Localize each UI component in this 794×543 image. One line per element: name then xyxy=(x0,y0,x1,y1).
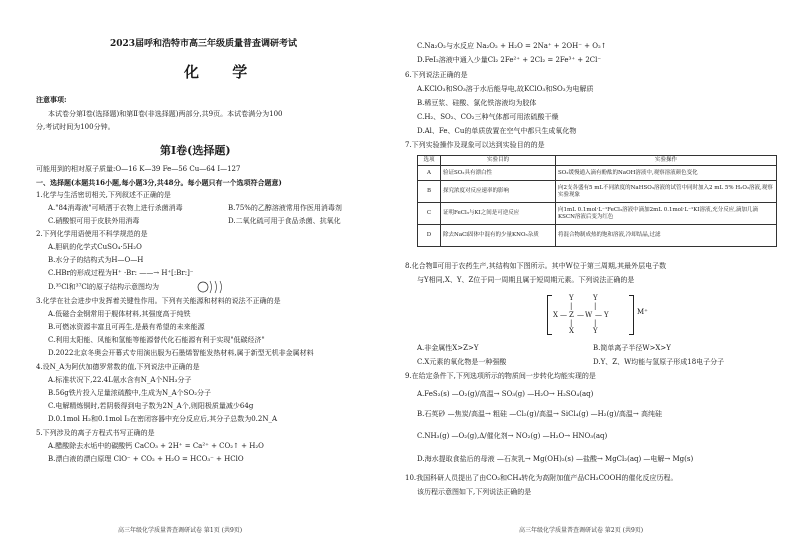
struct-bond-h2: — xyxy=(577,311,584,319)
right-bracket xyxy=(629,295,634,335)
q1-stem: 1.化学与生活密切相关,下列叙述不正确的是 xyxy=(36,191,171,199)
q6-stem: 6.下列说法正确的是 xyxy=(405,71,468,79)
section-1-instruction: 一、选择题(本题共16小题,每小题3分,共48分。每小题只有一个选项符合题意) xyxy=(36,178,282,187)
notice-line-2: 分,考试时间为100分钟。 xyxy=(36,123,115,131)
q3-option-c: C.利用太阳能、风能和氢能等能源替代化石能源有利于实现"低碳经济" xyxy=(48,336,265,344)
q5-option-b: B.漂白液的漂白原理 ClO⁻ + CO₂ + H₂O = HCO₃⁻ + HClO xyxy=(48,455,244,463)
q4-option-d: D.0.1mol H₂和0.1mol I₂在密闭容器中充分反应后,其分子总数为0.2N_A xyxy=(48,415,278,423)
exam-title: 2023届呼和浩特市高三年级质量普查调研考试 xyxy=(110,39,298,49)
struct-bond-v4: | xyxy=(594,319,597,327)
struct-z: Z xyxy=(569,311,574,319)
q4-option-c: C.电解精炼铜时,若阴极得到电子数为2N_A个,则阳极质量减少64g xyxy=(48,402,254,410)
q9-option-b: B.石英砂 —焦炭/高温→ 粗硅 —Cl₂(g)/高温→ SiCl₄(g) —H₂(g)/高温→ 高纯硅 xyxy=(417,410,662,418)
q8-option-d: D.Y、Z、W均能与氢原子形成18电子分子 xyxy=(593,358,725,366)
q3-option-a: A.低磁合金钢常用于舰体材料,其强度高于纯铁 xyxy=(48,310,191,318)
struct-x-left: X xyxy=(553,311,558,319)
q8-option-a: A.非金属性X>Z>Y xyxy=(417,344,479,352)
q9-option-a: A.FeS₂(s) —O₂(g)/高温→ SO₃(g) —H₂O→ H₂SO₄(aq) xyxy=(417,390,594,398)
q6-option-b: B.稀豆浆、硅酸、氯化铁溶液均为胶体 xyxy=(417,99,537,107)
table-row xyxy=(418,181,777,203)
table-header-row xyxy=(418,156,777,166)
struct-bond-h3: — xyxy=(595,311,602,319)
table-cell: 将混合物制成热的饱和溶液,冷却结晶,过滤 xyxy=(556,225,777,247)
q4-option-a: A.标准状况下,22.4L氨水含有N_A个NH₃分子 xyxy=(48,376,192,384)
table-header-cell: 实验操作 xyxy=(556,156,777,166)
q8-option-b: B.简单离子半径W>X>Y xyxy=(593,344,671,352)
q8-structure-diagram xyxy=(547,292,647,336)
atomic-masses: 可能用到的相对原子质量:O—16 K—39 Fe—56 Cu—64 I—127 xyxy=(36,165,241,173)
q2-option-c: C.HBr的形成过程为H⁺ ·Br: ——→ H⁺[:Br:]⁻ xyxy=(48,269,194,277)
struct-x-bottom: X xyxy=(569,327,574,335)
footer-left: 高三年级化学质量普查调研试卷 第1页 (共9页) xyxy=(118,527,243,534)
q6-option-c: C.H₂、SO₂、CO₂三种气体都可用浓硫酸干燥 xyxy=(417,113,559,121)
struct-bond-v3: | xyxy=(570,319,573,327)
q3-option-b: B.可燃冰资源丰富且可再生,是最有希望的未来能源 xyxy=(48,323,205,331)
q1-option-a: A."84消毒液"可喷洒于衣物上进行杀菌消毒 xyxy=(48,204,183,212)
table-row xyxy=(418,203,777,225)
q5-option-d: D.FeI₂溶液中通入少量Cl₂ 2Fe²⁺ + 2Cl₂ = 2Fe³⁺ + 2Cl⁻ xyxy=(417,56,602,64)
q2-option-b: B.水分子的结构式为H—O—H xyxy=(48,256,144,264)
struct-bond-h1: — xyxy=(560,311,567,319)
table-header-cell: 实验目的 xyxy=(441,156,556,166)
table-cell: SO₂缓慢通入滴有酚酞的NaOH溶液中,观察溶液颜色变化 xyxy=(556,166,777,181)
q5-option-c: C.Na₂O₂与水反应 Na₂O₂ + H₂O = 2Na⁺ + 2OH⁻ + O₂↑ xyxy=(417,42,607,50)
section-1-title: 第Ⅰ卷(选择题) xyxy=(160,144,231,157)
q6-option-a: A.KClO₃和SO₃溶于水后能导电,故KClO₃和SO₃为电解质 xyxy=(417,85,594,93)
table-cell: 向2支各盛有5 mL不同浓度的NaHSO₃溶液的试管中同时加入2 mL 5% H₂O₂溶液,观察实验现象 xyxy=(556,181,777,203)
table-cell: D xyxy=(418,225,441,247)
struct-y-bottom: Y xyxy=(593,327,598,335)
q4-stem: 4.设N_A为阿伏加德罗常数的值,下列说法中正确的是 xyxy=(36,363,200,371)
table-header-cell: 选项 xyxy=(418,156,441,166)
q6-option-d: D.Al、Fe、Cu的单质放置在空气中都只生成氧化物 xyxy=(417,127,577,135)
struct-w: W xyxy=(585,311,593,319)
q5-stem: 5.下列涉及的离子方程式书写正确的是 xyxy=(36,429,155,437)
table-cell: A xyxy=(418,166,441,181)
q8-stem: 8.化合物Ⅱ可用于农药生产,其结构如下图所示。其中W位于第三周期,其最外层电子数 xyxy=(405,262,667,270)
q5-option-a: A.醋酸除去水垢中的碳酸钙 CaCO₃ + 2H⁺ = Ca²⁺ + CO₂↑ + H₂O xyxy=(48,442,264,450)
q3-option-d: D.2022北京冬奥会开幕式专用演出服为石墨烯智能发热材料,属于新型无机非金属材料 xyxy=(48,349,314,357)
table-cell: 证明FeCl₃与KI之间是可逆反应 xyxy=(441,203,556,225)
q9-stem: 9.在给定条件下,下列选项所示的物质间一步转化均能实现的是 xyxy=(405,372,596,380)
q2-stem: 2.下列化学用语使用不科学规范的是 xyxy=(36,230,148,238)
footer-right: 高三年级化学质量普查调研试卷 第2页 (共9页) xyxy=(519,527,644,534)
subject-title: 化 学 xyxy=(184,63,262,81)
q1-option-c: C.硝酸银可用于皮肤外用消毒 xyxy=(48,217,140,225)
q10-stem-2: 该历程示意图如下,下列说法正确的是 xyxy=(417,488,532,496)
q7-experiment-table xyxy=(417,155,777,247)
notice-label: 注意事项: xyxy=(36,95,67,104)
table-cell: 向1mL 0.1mol·L⁻¹FeCl₃溶液中滴加2mL 0.1mol·L⁻¹KI溶液,充分反应,滴加几滴KSCN溶液后变为红色 xyxy=(556,203,777,225)
q8-stem-2: 与Y相同,X、Y、Z位于同一周期且属于短周期元素。下列说法正确的是 xyxy=(417,276,635,284)
struct-y-top-1: Y xyxy=(569,294,574,302)
struct-bond-v2: | xyxy=(594,302,597,310)
notice-line-1: 本试卷分第Ⅰ卷(选择题)和第Ⅱ卷(非选择题)两部分,共9页。本试卷满分为100 xyxy=(48,110,283,118)
q10-stem: 10.我国科研人员提出了由CO₂和CH₄转化为高附加值产品CH₃COOH的催化反应历程。 xyxy=(405,474,678,482)
atom-structure-diagram xyxy=(196,278,226,296)
struct-y-right: Y xyxy=(604,311,609,319)
right-column xyxy=(397,0,794,543)
table-cell: 验证SO₂具有漂白性 xyxy=(441,166,556,181)
struct-counter-ion: M⁺ xyxy=(637,308,648,316)
q2-option-d: D.³⁵Cl和³⁷Cl的原子结构示意图均为 xyxy=(48,283,160,291)
q9-option-d: D.海水提取食盐后的母液 —石灰乳→ Mg(OH)₂(s) —盐酸→ MgCl₂(aq) —电解→ Mg(s) xyxy=(417,455,694,463)
q7-stem: 7.下列实验操作及现象可以达到实验目的的是 xyxy=(405,141,545,149)
table-cell: C xyxy=(418,203,441,225)
q4-option-b: B.56g铁片投入足量浓硫酸中,生成为N_A个SO₂分子 xyxy=(48,389,212,397)
q1-option-b: B.75%的乙醇溶液常用作医用消毒剂 xyxy=(228,204,342,212)
q2-option-a: A.胆矾的化学式CuSO₄·5H₂O xyxy=(48,243,142,251)
q1-option-d: D.二氧化硫可用于食品杀菌、抗氧化 xyxy=(228,217,341,225)
q9-option-c: C.NH₃(g) —O₂(g),Δ/催化剂→ NO₂(g) —H₂O→ HNO₃(aq) xyxy=(417,432,608,440)
q8-option-c: C.X元素的氧化物是一种强酸 xyxy=(417,358,507,366)
q3-stem: 3.化学在社会进步中发挥着关键性作用。下列有关能源和材料的说法不正确的是 xyxy=(36,297,281,305)
table-row xyxy=(418,225,777,247)
table-cell: B xyxy=(418,181,441,203)
left-bracket xyxy=(547,295,552,335)
table-cell: 探究浓度对反应速率的影响 xyxy=(441,181,556,203)
struct-y-top-2: Y xyxy=(593,294,598,302)
table-cell: 除去NaCl固体中混有的少量KNO₃杂质 xyxy=(441,225,556,247)
struct-bond-v1: | xyxy=(570,302,573,310)
table-row xyxy=(418,166,777,181)
